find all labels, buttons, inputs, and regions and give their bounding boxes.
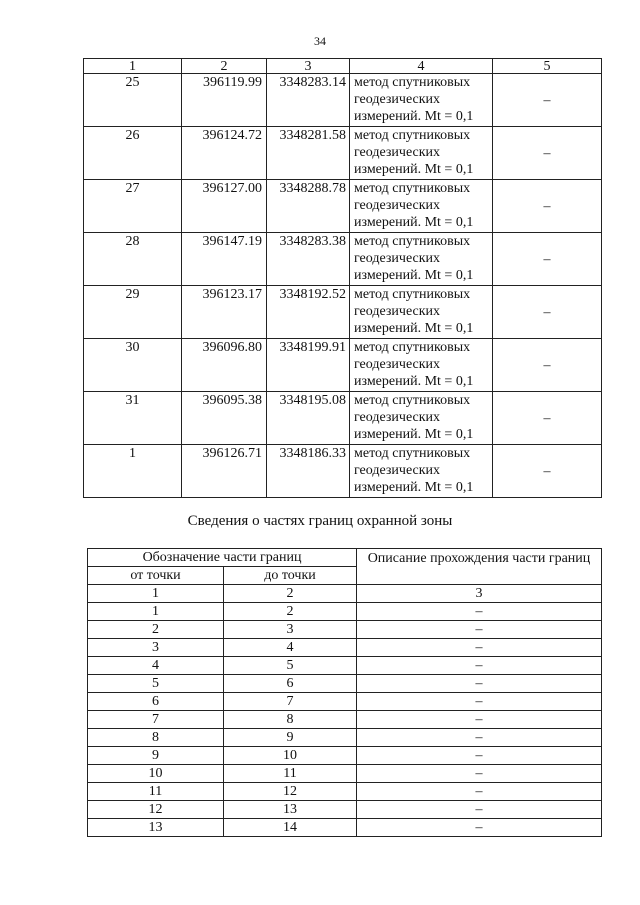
point-number-cell: 30 <box>84 339 182 392</box>
description-cell: – <box>357 819 602 837</box>
method-line: измерений. Mt = 0,1 <box>354 427 474 442</box>
table-row <box>88 657 602 675</box>
table-row <box>84 445 602 498</box>
y-coordinate-cell: 3348283.38 <box>267 233 350 286</box>
from-point-cell: 8 <box>88 729 224 747</box>
header-from-cell: от точки <box>88 567 224 585</box>
method-line: метод спутниковых <box>354 446 471 461</box>
method-cell <box>350 392 493 445</box>
method-line: метод спутниковых <box>354 234 471 249</box>
header-cell: 5 <box>493 59 602 74</box>
method-cell <box>350 445 493 498</box>
from-point-cell: 13 <box>88 819 224 837</box>
description-cell: – <box>357 675 602 693</box>
from-point-cell: 3 <box>88 639 224 657</box>
table-row <box>84 339 602 392</box>
table-row <box>88 711 602 729</box>
x-coordinate-cell: 396147.19 <box>182 233 267 286</box>
boundary-parts-table <box>87 548 602 837</box>
x-coordinate-cell: 396126.71 <box>182 445 267 498</box>
header-cell: 3 <box>267 59 350 74</box>
description-cell: – <box>357 639 602 657</box>
from-point-cell: 11 <box>88 783 224 801</box>
description-cell: – <box>357 621 602 639</box>
to-point-cell: 3 <box>224 621 357 639</box>
table-row <box>88 693 602 711</box>
y-coordinate-cell: 3348283.14 <box>267 74 350 127</box>
method-line: измерений. Mt = 0,1 <box>354 215 474 230</box>
coordinates-header-row <box>84 59 602 74</box>
method-line: геодезических <box>354 198 441 213</box>
from-point-cell: 5 <box>88 675 224 693</box>
remark-cell: – <box>493 233 602 286</box>
to-point-cell: 5 <box>224 657 357 675</box>
method-line: геодезических <box>354 145 441 160</box>
remark-cell: – <box>493 286 602 339</box>
table-row <box>84 74 602 127</box>
remark-cell: – <box>493 127 602 180</box>
parts-header-row <box>88 549 602 567</box>
section-title: Сведения о частях границ охранной зоны <box>187 513 453 529</box>
header-cell: 1 <box>84 59 182 74</box>
method-line: метод спутниковых <box>354 287 471 302</box>
remark-cell: – <box>493 445 602 498</box>
method-line: геодезических <box>354 92 441 107</box>
table-row <box>88 783 602 801</box>
method-line: измерений. Mt = 0,1 <box>354 109 474 124</box>
method-line: метод спутниковых <box>354 181 471 196</box>
from-point-cell: 9 <box>88 747 224 765</box>
table-row <box>84 286 602 339</box>
y-coordinate-cell: 3348195.08 <box>267 392 350 445</box>
from-point-cell: 7 <box>88 711 224 729</box>
description-cell: – <box>357 657 602 675</box>
method-cell <box>350 339 493 392</box>
method-line: измерений. Mt = 0,1 <box>354 162 474 177</box>
table-row <box>84 180 602 233</box>
from-point-cell: 1 <box>88 603 224 621</box>
method-line: метод спутниковых <box>354 75 471 90</box>
remark-cell: – <box>493 392 602 445</box>
header-to-cell: до точки <box>224 567 357 585</box>
method-cell <box>350 127 493 180</box>
table-row <box>88 819 602 837</box>
description-cell: – <box>357 711 602 729</box>
method-line: измерений. Mt = 0,1 <box>354 321 474 336</box>
numbering-cell: 1 <box>88 585 224 603</box>
parts-numbering-row <box>88 585 602 603</box>
method-line: метод спутниковых <box>354 340 471 355</box>
from-point-cell: 6 <box>88 693 224 711</box>
method-line: геодезических <box>354 304 441 319</box>
method-line: геодезических <box>354 357 441 372</box>
description-cell: – <box>357 693 602 711</box>
header-group-cell: Обозначение части границ <box>88 549 357 567</box>
method-line: геодезических <box>354 251 441 266</box>
table-row <box>84 233 602 286</box>
from-point-cell: 4 <box>88 657 224 675</box>
remark-cell: – <box>493 180 602 233</box>
method-cell <box>350 286 493 339</box>
table-row <box>88 639 602 657</box>
from-point-cell: 12 <box>88 801 224 819</box>
description-cell: – <box>357 747 602 765</box>
from-point-cell: 10 <box>88 765 224 783</box>
method-line: метод спутниковых <box>354 393 471 408</box>
table-row <box>88 729 602 747</box>
method-line: метод спутниковых <box>354 128 471 143</box>
x-coordinate-cell: 396127.00 <box>182 180 267 233</box>
description-cell: – <box>357 729 602 747</box>
y-coordinate-cell: 3348186.33 <box>267 445 350 498</box>
to-point-cell: 11 <box>224 765 357 783</box>
y-coordinate-cell: 3348288.78 <box>267 180 350 233</box>
x-coordinate-cell: 396124.72 <box>182 127 267 180</box>
header-cell: 2 <box>182 59 267 74</box>
x-coordinate-cell: 396096.80 <box>182 339 267 392</box>
method-line: геодезических <box>354 463 441 478</box>
to-point-cell: 9 <box>224 729 357 747</box>
point-number-cell: 31 <box>84 392 182 445</box>
point-number-cell: 26 <box>84 127 182 180</box>
method-line: измерений. Mt = 0,1 <box>354 480 474 495</box>
y-coordinate-cell: 3348199.91 <box>267 339 350 392</box>
to-point-cell: 7 <box>224 693 357 711</box>
x-coordinate-cell: 396095.38 <box>182 392 267 445</box>
point-number-cell: 28 <box>84 233 182 286</box>
to-point-cell: 4 <box>224 639 357 657</box>
point-number-cell: 29 <box>84 286 182 339</box>
table-row <box>84 392 602 445</box>
numbering-cell: 2 <box>224 585 357 603</box>
point-number-cell: 25 <box>84 74 182 127</box>
to-point-cell: 12 <box>224 783 357 801</box>
table-row <box>88 765 602 783</box>
page-number: 34 <box>314 34 326 48</box>
numbering-cell: 3 <box>357 585 602 603</box>
method-line: измерений. Mt = 0,1 <box>354 374 474 389</box>
y-coordinate-cell: 3348192.52 <box>267 286 350 339</box>
method-cell <box>350 74 493 127</box>
point-number-cell: 1 <box>84 445 182 498</box>
to-point-cell: 8 <box>224 711 357 729</box>
method-cell <box>350 233 493 286</box>
to-point-cell: 13 <box>224 801 357 819</box>
to-point-cell: 2 <box>224 603 357 621</box>
description-cell: – <box>357 603 602 621</box>
description-cell: – <box>357 801 602 819</box>
header-desc-cell: Описание прохождения части границ <box>357 549 602 585</box>
x-coordinate-cell: 396119.99 <box>182 74 267 127</box>
method-line: геодезических <box>354 410 441 425</box>
table-row <box>88 801 602 819</box>
table-row <box>88 675 602 693</box>
to-point-cell: 10 <box>224 747 357 765</box>
point-number-cell: 27 <box>84 180 182 233</box>
remark-cell: – <box>493 339 602 392</box>
description-cell: – <box>357 765 602 783</box>
to-point-cell: 6 <box>224 675 357 693</box>
method-cell <box>350 180 493 233</box>
table-row <box>88 603 602 621</box>
table-row <box>88 621 602 639</box>
from-point-cell: 2 <box>88 621 224 639</box>
to-point-cell: 14 <box>224 819 357 837</box>
header-cell: 4 <box>350 59 493 74</box>
coordinates-table <box>83 58 602 498</box>
table-row <box>84 127 602 180</box>
table-row <box>88 747 602 765</box>
method-line: измерений. Mt = 0,1 <box>354 268 474 283</box>
y-coordinate-cell: 3348281.58 <box>267 127 350 180</box>
remark-cell: – <box>493 74 602 127</box>
description-cell: – <box>357 783 602 801</box>
x-coordinate-cell: 396123.17 <box>182 286 267 339</box>
